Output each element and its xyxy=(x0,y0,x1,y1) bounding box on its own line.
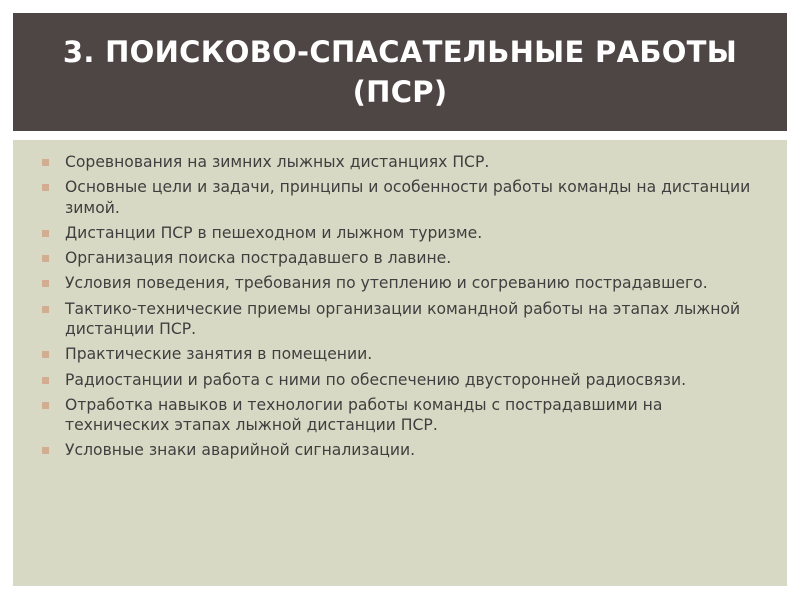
list-item xyxy=(42,344,757,365)
bullet-text: Организация поиска пострадавшего в лавине. xyxy=(65,249,452,268)
list-item xyxy=(42,273,757,294)
list-item xyxy=(42,395,757,436)
square-bullet-icon xyxy=(42,447,49,454)
slide-title: 3. ПОИСКОВО-СПАСАТЕЛЬНЫЕ РАБОТЫ (ПСР) xyxy=(62,35,738,109)
square-bullet-icon xyxy=(42,306,49,313)
bullet-text: Условные знаки аварийной сигнализации. xyxy=(65,441,416,460)
list-item xyxy=(42,223,757,244)
square-bullet-icon xyxy=(42,184,49,191)
bullet-text: Условия поведения, требования по утеплению и согреванию пострадавшего. xyxy=(65,274,708,293)
bullet-text: Тактико-технические приемы организации командной работы на этапах лыжной дистанции ПСР. xyxy=(65,299,741,339)
list-item xyxy=(42,248,757,269)
list-item xyxy=(42,152,757,173)
content-panel xyxy=(13,140,787,586)
title-bar xyxy=(13,13,787,131)
bullet-text: Практические занятия в помещении. xyxy=(65,345,373,364)
square-bullet-icon xyxy=(42,255,49,262)
square-bullet-icon xyxy=(42,377,49,384)
bullet-text: Основные цели и задачи, принципы и особенности работы команды на дистанции зимой. xyxy=(65,178,751,217)
bullet-text: Радиостанции и работа с ними по обеспечению двусторонней радиосвязи. xyxy=(65,370,687,389)
square-bullet-icon xyxy=(42,159,49,166)
square-bullet-icon xyxy=(42,402,49,409)
square-bullet-icon xyxy=(42,230,49,237)
list-item xyxy=(42,299,757,340)
list-item xyxy=(42,440,757,461)
bullet-text: Дистанции ПСР в пешеходном и лыжном туризме. xyxy=(65,223,483,242)
square-bullet-icon xyxy=(42,351,49,358)
bullet-list xyxy=(42,152,757,466)
list-item xyxy=(42,370,757,391)
square-bullet-icon xyxy=(42,280,49,287)
bullet-text: Соревнования на зимних лыжных дистанциях ПСР. xyxy=(65,153,490,171)
list-item xyxy=(42,177,757,218)
bullet-text: Отработка навыков и технологии работы команды с пострадавшими на технических этапах лыжной дистанции ПСР. xyxy=(65,395,663,435)
